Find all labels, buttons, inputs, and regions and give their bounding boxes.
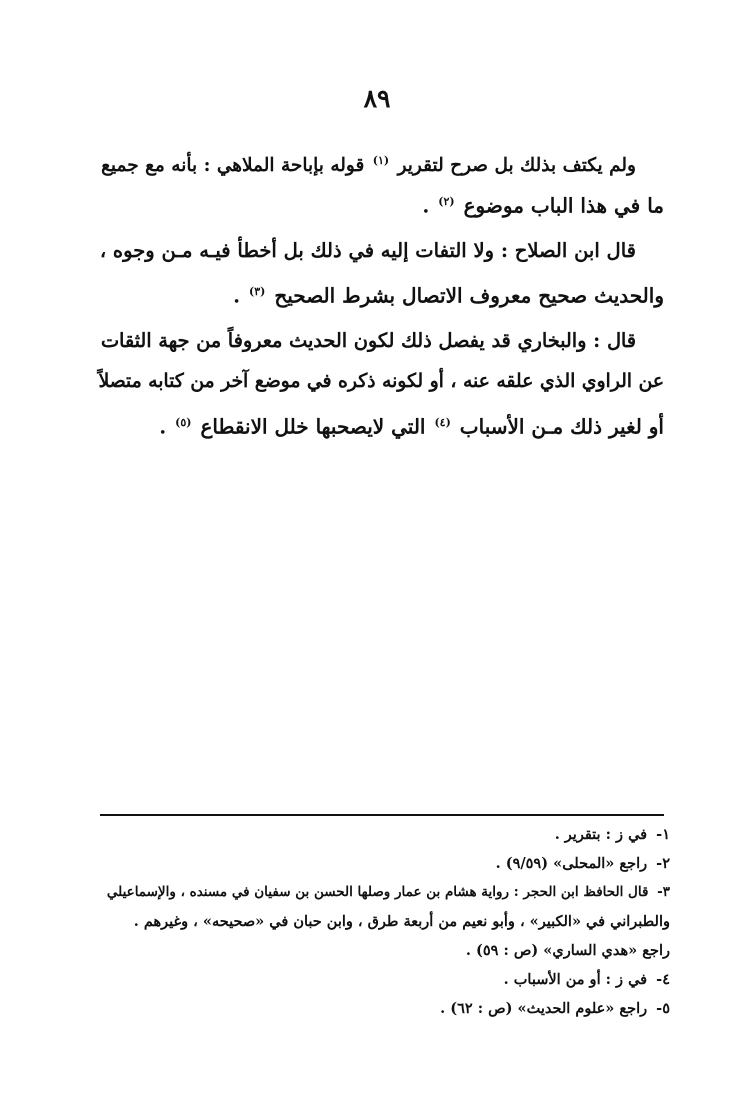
p1-l1-part-b: قوله بإباحة الملاهي : بأنه مع جميع	[101, 155, 365, 177]
footnote-3-number: ٣-	[657, 884, 670, 900]
paragraph-3-line-3	[96, 402, 664, 443]
footnote-separator	[100, 814, 664, 816]
p3-l3-part-a: أو لغير ذلك مـن الأسباب	[459, 414, 664, 439]
p3-l3-part-b: التي لايصحبها خلل الانقطاع	[200, 414, 426, 439]
footnote-1	[100, 820, 670, 849]
footnotes	[100, 820, 670, 1023]
footnote-3-line-2: والطبراني في «الكبير» ، وأبو نعيم من أربعة طرق ، وابن حبان في «صحيحه» ، وغيرهم .	[133, 913, 670, 930]
footnote-2	[100, 849, 670, 878]
paragraph-1-line-1	[96, 140, 664, 181]
footnote-5	[100, 994, 670, 1023]
p3-l3-part-c: .	[159, 414, 167, 439]
p1-l1-part-a: ولم يكتف بذلك بل صرح لتقرير	[397, 155, 636, 177]
footnote-4-number: ٤-	[656, 971, 670, 988]
paragraph-2-line-2	[96, 271, 664, 312]
p1-l2-part-a: ما في هذا الباب موضوع	[463, 193, 664, 218]
footnote-3-line-1	[100, 878, 670, 907]
paragraph-3-line-2: عن الراوي الذي علقه عنه ، أو لكونه ذكره في موضع آخر من كتابه متصلاً	[98, 370, 664, 392]
p2-l2-part-b: .	[233, 283, 241, 308]
p1-l2-part-b: .	[422, 193, 430, 218]
footnote-ref-3: (٣)	[249, 285, 266, 298]
footnote-1-number: ١-	[656, 826, 670, 843]
footnote-3-line-3: راجع «هدي الساري» (ص : ٥٩) .	[465, 942, 670, 959]
footnote-4	[100, 965, 670, 994]
paragraph-3-line-1: قال : والبخاري قد يفصل ذلك لكون الحديث معروفاً من جهة الثقات	[100, 329, 636, 352]
p2-l2-part-a: والحديث صحيح معروف الاتصال بشرط الصحيح	[274, 283, 664, 308]
footnote-1-text: في ز : بتقرير .	[554, 826, 648, 843]
main-text	[96, 140, 664, 443]
footnote-2-number: ٢-	[656, 855, 670, 872]
footnote-ref-5: (٥)	[175, 416, 192, 429]
page-number: ٨٩	[363, 84, 391, 113]
paragraph-gap	[96, 312, 664, 320]
footnote-4-text: في ز : أو من الأسباب .	[503, 971, 648, 988]
footnote-5-text: راجع «علوم الحديث» (ص : ٦٢) .	[440, 1000, 648, 1017]
footnote-ref-1: (١)	[372, 154, 390, 167]
paragraph-2-line-1: قال ابن الصلاح : ولا التفات إليه في ذلك بل أخطأ فيـه مـن وجوه ،	[99, 239, 636, 262]
footnote-5-number: ٥-	[656, 1000, 670, 1017]
paragraph-1-line-2	[96, 181, 664, 222]
footnote-2-text: راجع «المحلى» (٩/٥٩) .	[495, 855, 648, 872]
footnote-ref-2: (٢)	[438, 195, 455, 208]
footnote-3-text-1: قال الحافظ ابن الحجر : رواية هشام بن عمار وصلها الحسن بن سفيان في مسنده ، والإسماعيلي	[106, 884, 649, 900]
paragraph-gap	[96, 222, 664, 230]
footnote-ref-4: (٤)	[434, 416, 451, 429]
